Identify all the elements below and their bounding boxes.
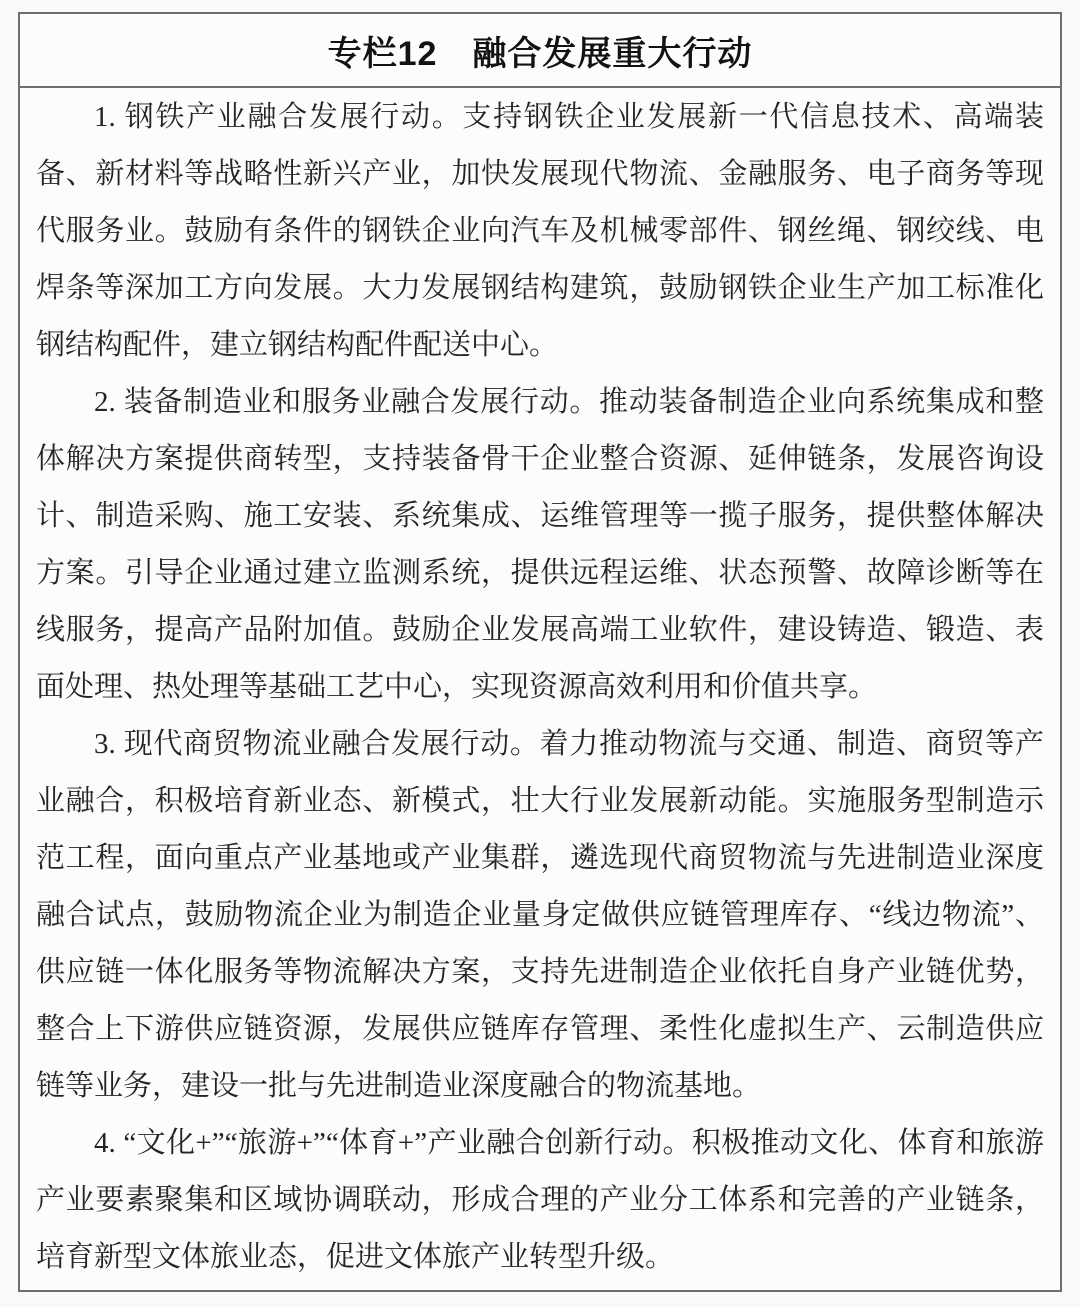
panel-header xyxy=(20,14,1060,88)
paragraph-steel-industry: 1. 钢铁产业融合发展行动。支持钢铁企业发展新一代信息技术、高端装备、新材料等战略性新兴产业，加快发展现代物流、金融服务、电子商务等现代服务业。鼓励有条件的钢铁企业向汽车及机械零部件、钢丝绳、钢绞线、电焊条等深加工方向发展。大力发展钢结构建筑，鼓励钢铁企业生产加工标准化钢结构配件，建立钢结构配件配送中心。 xyxy=(36,101,1044,361)
column-12-panel xyxy=(18,12,1062,1292)
paragraph-culture-tourism-sports: 4. “文化+”“旅游+”“体育+”产业融合创新行动。积极推动文化、体育和旅游产业要素聚集和区域协调联动，形成合理的产业分工体系和完善的产业链条，培育新型文体旅业态，促进文体旅产业转型升级。 xyxy=(36,1127,1044,1273)
paragraph-commerce-logistics: 3. 现代商贸物流业融合发展行动。着力推动物流与交通、制造、商贸等产业融合，积极培育新业态、新模式，壮大行业发展新动能。实施服务型制造示范工程，面向重点产业基地或产业集群，遴选现代商贸物流与先进制造业深度融合试点，鼓励物流企业为制造企业量身定做供应链管理库存、“线边物流”、供应链一体化服务等物流解决方案，支持先进制造企业依托自身产业链优势，整合上下游供应链资源，发展供应链库存管理、柔性化虚拟生产、云制造供应链等业务，建设一批与先进制造业深度融合的物流基地。 xyxy=(36,728,1044,1102)
panel-title: 专栏12 融合发展重大行动 xyxy=(327,34,753,73)
panel-body xyxy=(20,88,1060,1286)
paragraph-equipment-manufacturing: 2. 装备制造业和服务业融合发展行动。推动装备制造企业向系统集成和整体解决方案提供商转型，支持装备骨干企业整合资源、延伸链条，发展咨询设计、制造采购、施工安装、系统集成、运维管理等一揽子服务，提供整体解决方案。引导企业通过建立监测系统，提供远程运维、状态预警、故障诊断等在线服务，提高产品附加值。鼓励企业发展高端工业软件，建设铸造、锻造、表面处理、热处理等基础工艺中心，实现资源高效利用和价值共享。 xyxy=(36,386,1044,703)
